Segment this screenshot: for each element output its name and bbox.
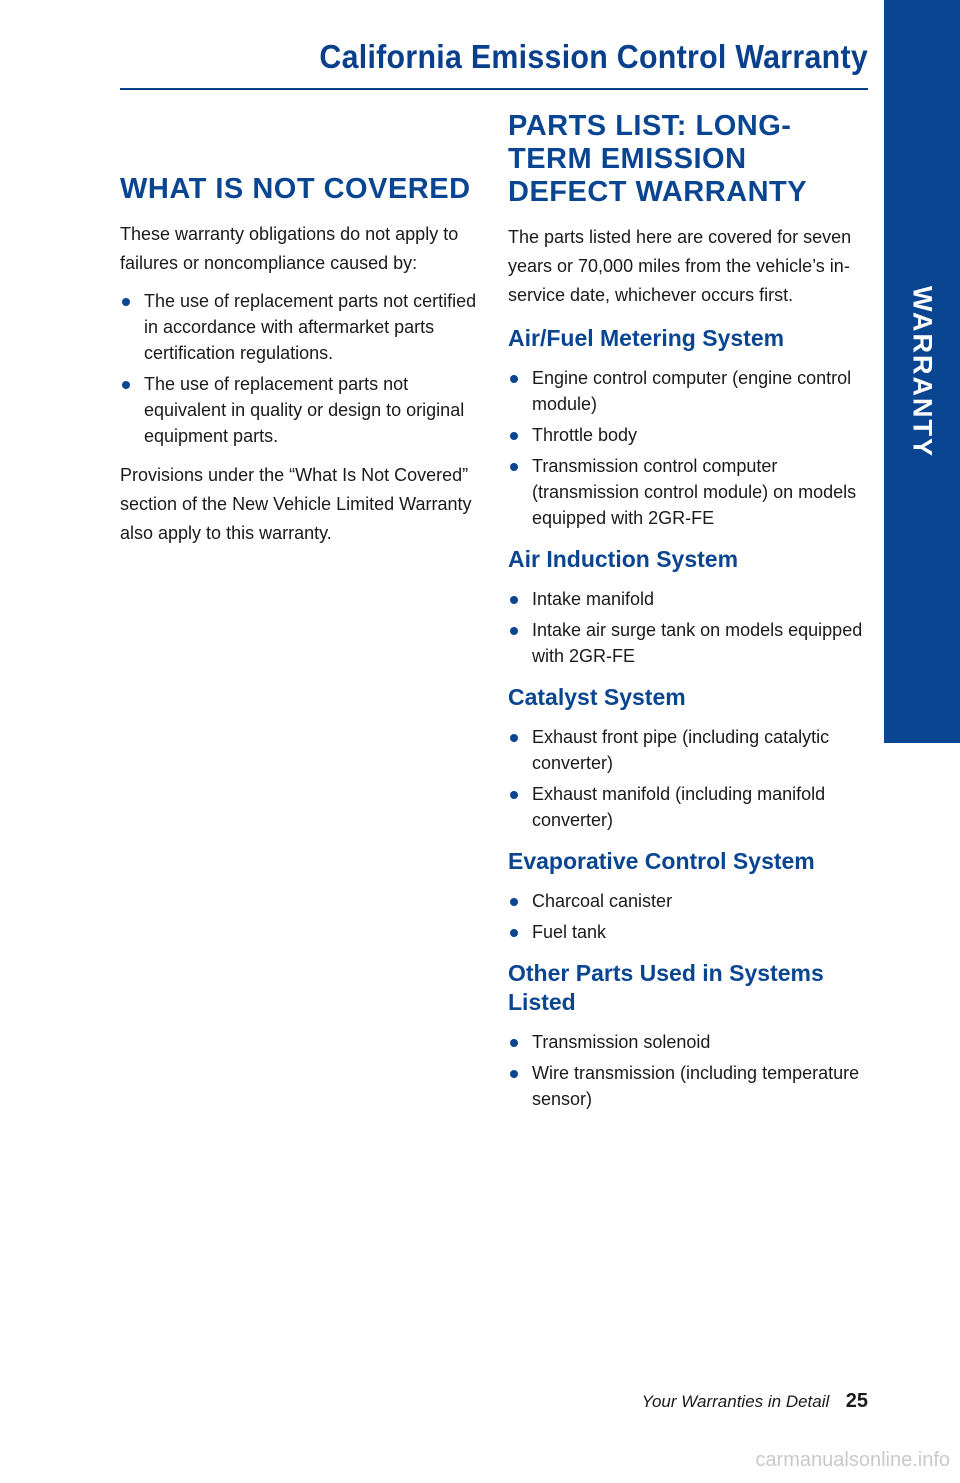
list-item-text: Transmission control computer (transmission control module) on models equipped with 2GR-FE (532, 456, 857, 528)
parts-list-intro: The parts listed here are covered for seven years or 70,000 miles from the vehicle’s in-service date, whichever occurs first. (508, 227, 852, 305)
list-item-text: Transmission solenoid (532, 1032, 711, 1052)
list-item (508, 888, 868, 914)
list-item-text: The use of replacement parts not equivalent in quality or design to original equipment parts. (144, 374, 465, 446)
catalyst-list (508, 724, 868, 833)
list-item-text: Throttle body (532, 425, 638, 445)
air-induction-heading: Air Induction System (508, 546, 739, 572)
list-item-text: Fuel tank (532, 922, 607, 942)
list-item (508, 919, 868, 945)
list-item (508, 1060, 868, 1112)
list-item-text: Charcoal canister (532, 891, 673, 911)
other-parts-list (508, 1029, 868, 1112)
list-item (120, 288, 480, 366)
page-number: 25 (845, 1390, 868, 1412)
not-covered-heading: WHAT IS NOT COVERED (120, 173, 471, 205)
side-tab-label: WARRANTY (907, 286, 938, 458)
list-item-text: Intake manifold (532, 589, 655, 609)
right-column (508, 110, 868, 1124)
list-item-text: Wire transmission (including temperature sensor) (532, 1063, 860, 1109)
left-column (120, 173, 480, 558)
bullet-icon (122, 381, 130, 389)
list-item (508, 422, 868, 448)
list-item (508, 453, 868, 531)
list-item-text: The use of replacement parts not certified in accordance with aftermarket parts certification regulations. (144, 291, 477, 363)
bullet-icon (510, 375, 518, 383)
list-item (508, 781, 868, 833)
list-item-text: Exhaust manifold (including manifold converter) (532, 784, 826, 830)
list-item (120, 371, 480, 449)
bullet-icon (122, 298, 130, 306)
bullet-icon (510, 929, 518, 937)
not-covered-intro: These warranty obligations do not apply to failures or noncompliance caused by: (120, 224, 459, 273)
page-header-title: California Emission Control Warranty (319, 38, 868, 75)
evaporative-list (508, 888, 868, 945)
bullet-icon (510, 596, 518, 604)
bullet-icon (510, 791, 518, 799)
list-item (508, 365, 868, 417)
list-item-text: Exhaust front pipe (including catalytic converter) (532, 727, 830, 773)
parts-list-heading: PARTS LIST: LONG-TERM EMISSION DEFECT WARRANTY (508, 110, 808, 208)
bullet-icon (510, 432, 518, 440)
list-item (508, 724, 868, 776)
bullet-icon (510, 898, 518, 906)
evaporative-heading: Evaporative Control System (508, 848, 815, 874)
not-covered-list (120, 288, 480, 449)
air-induction-list (508, 586, 868, 669)
bullet-icon (510, 1039, 518, 1047)
bullet-icon (510, 627, 518, 635)
list-item (508, 586, 868, 612)
list-item (508, 617, 868, 669)
header-divider (120, 88, 868, 90)
page-footer (642, 1390, 868, 1413)
watermark: carmanualsonline.info (755, 1449, 950, 1471)
air-fuel-list (508, 365, 868, 531)
bullet-icon (510, 734, 518, 742)
list-item-text: Intake air surge tank on models equipped with 2GR-FE (532, 620, 863, 666)
list-item-text: Engine control computer (engine control module) (532, 368, 852, 414)
catalyst-heading: Catalyst System (508, 684, 686, 710)
list-item (508, 1029, 868, 1055)
provisions-paragraph: Provisions under the “What Is Not Covered” section of the New Vehicle Limited Warranty also apply to this warranty. (120, 465, 472, 543)
other-parts-heading: Other Parts Used in Systems Listed (508, 960, 824, 1015)
bullet-icon (510, 463, 518, 471)
footer-section-title: Your Warranties in Detail (641, 1392, 830, 1411)
bullet-icon (510, 1070, 518, 1078)
air-fuel-heading: Air/Fuel Metering System (508, 325, 785, 351)
